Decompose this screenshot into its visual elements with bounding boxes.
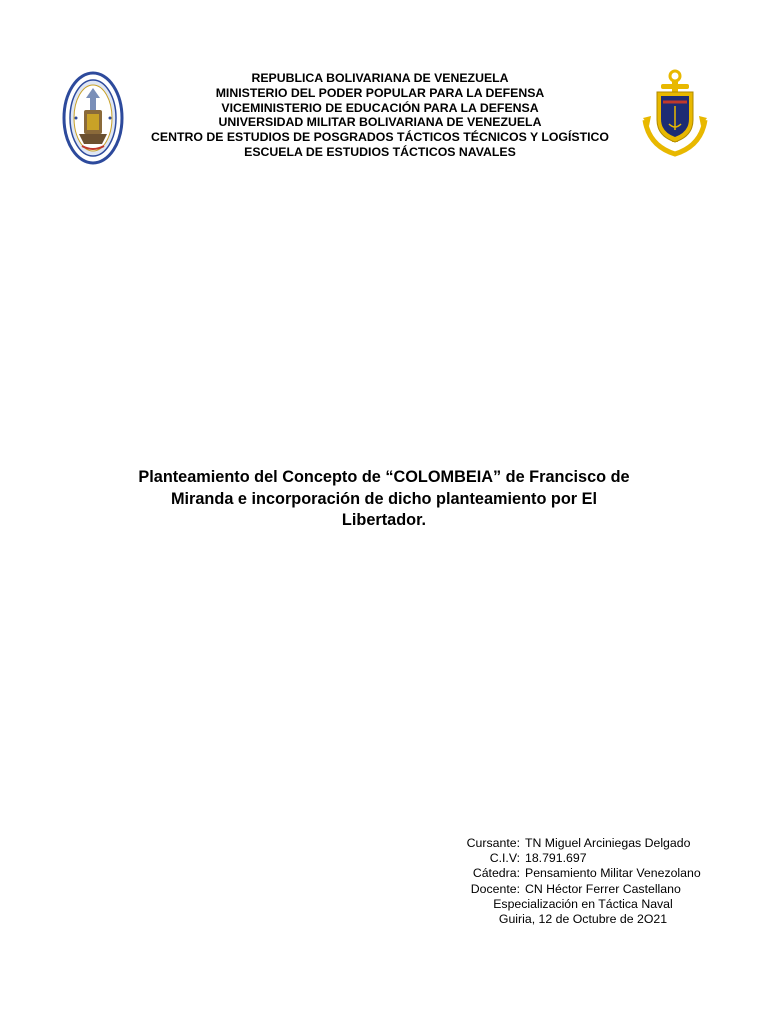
info-row-catedra [440, 866, 740, 881]
header-line: CENTRO DE ESTUDIOS DE POSGRADOS TÁCTICOS TÉCNICOS Y LOGÍSTICO [151, 130, 609, 145]
info-label: Cátedra: [472, 866, 520, 881]
info-value: TN Miguel Arciniegas Delgado [525, 836, 691, 850]
info-label: Cursante: [466, 836, 520, 850]
title-line: Libertador. [341, 511, 427, 529]
info-row-docente [440, 882, 740, 897]
info-label: C.I.V: [489, 851, 520, 866]
header-line: UNIVERSIDAD MILITAR BOLIVARIANA DE VENEZUELA [218, 115, 542, 130]
header-line: MINISTERIO DEL PODER POPULAR PARA LA DEFENSA [215, 85, 545, 100]
info-row-civ [440, 851, 740, 866]
title-line: Planteamiento del Concepto de “COLOMBEIA” de Francisco de [138, 468, 630, 486]
title-line: Miranda e incorporación de dicho planteamiento por El [170, 489, 598, 508]
info-value: 18.791.697 [525, 851, 587, 866]
info-label: Docente: [470, 881, 520, 896]
institution-header [140, 71, 620, 160]
info-value: Pensamiento Militar Venezolano [525, 866, 701, 881]
header-line: ESCUELA DE ESTUDIOS TÁCTICOS NAVALES [244, 144, 516, 159]
info-value: CN Héctor Ferrer Castellano [525, 881, 681, 896]
header-line: VICEMINISTERIO DE EDUCACIÓN PARA LA DEFENSA [221, 100, 539, 115]
info-row-cursante [440, 836, 740, 851]
university-seal-icon [62, 70, 124, 166]
document-title [100, 467, 668, 532]
specialization-line: Especialización en Táctica Naval [493, 896, 673, 911]
author-info-block [440, 836, 740, 927]
naval-anchor-shield-icon [641, 68, 709, 160]
place-date-line: Guiria, 12 de Octubre de 2O21 [498, 912, 668, 927]
header-line: REPUBLICA BOLIVARIANA DE VENEZUELA [251, 71, 509, 85]
